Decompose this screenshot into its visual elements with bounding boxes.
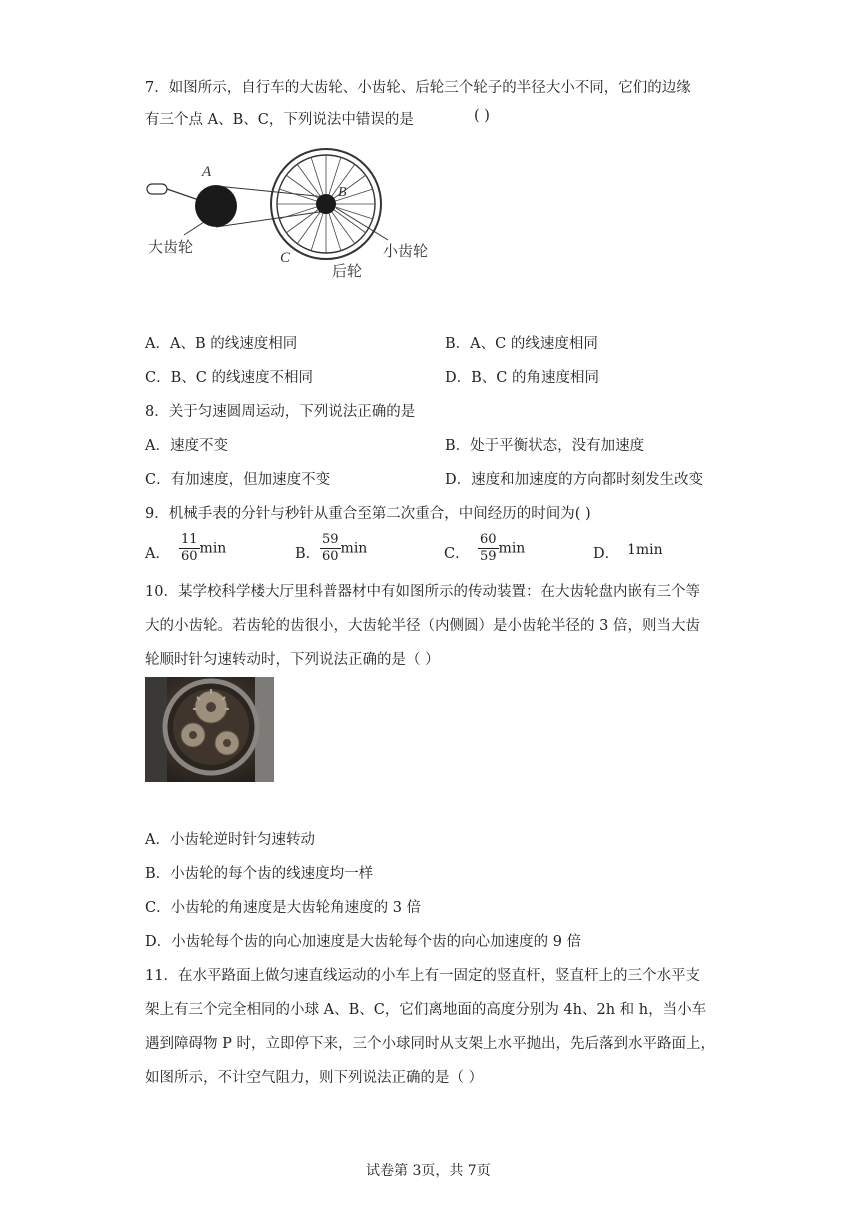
q10-stem-line2: 大的小齿轮。若齿轮的齿很小，大齿轮半径（内侧圆）是小齿轮半径的 3 倍，则当大齿	[145, 618, 700, 634]
q9-option-b-label: B．	[295, 546, 321, 562]
label-rear-wheel: 后轮	[332, 262, 363, 280]
q9-stem: 9．机械手表的分针与秒针从重合至第二次重合，中间经历的时间为( )	[145, 506, 591, 522]
q11-stem-line2: 架上有三个完全相同的小球 A、B、C，它们离地面的高度分别为 4h、2h 和 h，当小车	[145, 1002, 707, 1018]
q10-option-b: B．小齿轮的每个齿的线速度均一样	[145, 866, 374, 882]
q9-a-numerator: 11	[181, 532, 198, 547]
gear-mechanism-photo	[145, 677, 274, 782]
label-small-gear: 小齿轮	[383, 242, 429, 260]
q9-b-denominator: 60	[322, 549, 339, 564]
label-a: A	[202, 164, 212, 180]
q8-option-c: C．有加速度，但加速度不变	[145, 472, 331, 488]
q7-stem-line2: 有三个点 A、B、C，下列说法中错误的是	[145, 112, 414, 128]
q7-option-c: C．B、C 的线速度不相同	[145, 370, 313, 386]
q7-stem-line1: 7．如图所示，自行车的大齿轮、小齿轮、后轮三个轮子的半径大小不同，它们的边缘	[145, 80, 691, 96]
q10-option-d: D．小齿轮每个齿的向心加速度是大齿轮每个齿的向心加速度的 9 倍	[145, 934, 582, 950]
q11-stem-line4: 如图所示，不计空气阻力，则下列说法正确的是（ ）	[145, 1070, 484, 1086]
q10-stem-line1: 10．某学校科学楼大厅里科普器材中有如图所示的传动装置：在大齿轮盘内嵌有三个等	[145, 584, 700, 600]
q9-a-denominator: 60	[181, 549, 198, 564]
q9-a-unit: min	[199, 540, 227, 557]
q10-option-c: C．小齿轮的角速度是大齿轮角速度的 3 倍	[145, 900, 422, 916]
q9-option-a-label: A．	[145, 546, 170, 562]
q11-stem-line3: 遇到障碍物 P 时，立即停下来，三个小球同时从支架上水平抛出，先后落到水平路面上，	[145, 1036, 715, 1052]
q9-options	[145, 530, 745, 570]
q9-option-d: 1min	[627, 542, 663, 558]
q7-answer-paren: ( )	[474, 108, 490, 124]
q7-option-b: B．A、C 的线速度相同	[445, 336, 598, 352]
q8-stem: 8．关于匀速圆周运动，下列说法正确的是	[145, 404, 416, 420]
q8-option-d: D．速度和加速度的方向都时刻发生改变	[445, 472, 704, 488]
label-big-gear: 大齿轮	[148, 238, 194, 256]
q9-option-d-label: D．	[593, 546, 620, 562]
label-b: B	[338, 185, 347, 200]
q9-option-b	[320, 532, 367, 565]
q10-option-a: A．小齿轮逆时针匀速转动	[145, 832, 315, 848]
bicycle-gear-diagram	[140, 140, 450, 290]
q9-c-unit: min	[498, 540, 526, 557]
label-c: C	[280, 250, 291, 266]
page-footer: 试卷第 3页，共 7页	[366, 1163, 491, 1179]
q8-option-a: A．速度不变	[145, 438, 228, 454]
q9-c-denominator: 59	[480, 549, 497, 564]
q9-option-c	[478, 532, 525, 565]
q8-option-b: B．处于平衡状态，没有加速度	[445, 438, 645, 454]
q9-option-c-label: C．	[444, 546, 470, 562]
q7-option-a: A．A、B 的线速度相同	[145, 336, 298, 352]
q7-option-d: D．B、C 的角速度相同	[445, 370, 599, 386]
q9-b-numerator: 59	[322, 532, 339, 547]
q9-option-a	[179, 532, 226, 565]
q11-stem-line1: 11．在水平路面上做匀速直线运动的小车上有一固定的竖直杆，竖直杆上的三个水平支	[145, 968, 700, 984]
q9-b-unit: min	[340, 540, 368, 557]
q10-stem-line3: 轮顺时针匀速转动时，下列说法正确的是（ ）	[145, 652, 440, 668]
q9-c-numerator: 60	[480, 532, 497, 547]
